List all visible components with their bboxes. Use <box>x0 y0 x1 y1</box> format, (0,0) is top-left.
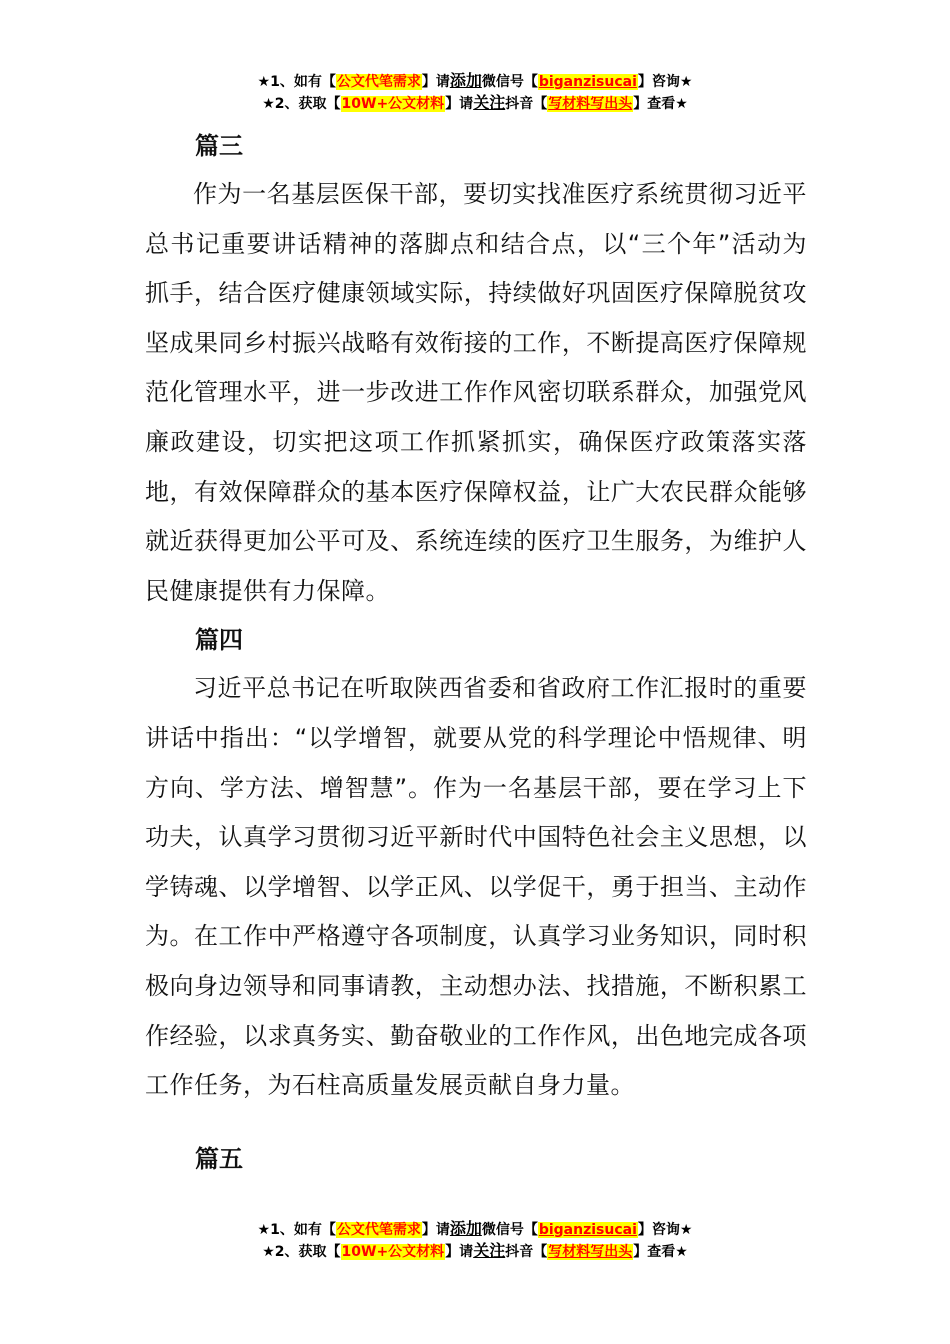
banner-text: 抖音【 <box>505 1244 548 1260</box>
banner-text: 】请 <box>445 1244 474 1260</box>
document-body <box>145 122 807 1183</box>
section-heading: 篇五 <box>195 1144 243 1173</box>
banner-text: ★1、如有【 <box>257 74 336 90</box>
highlight-wechat-id: biganzisucai <box>538 1222 637 1238</box>
banner-line-1 <box>0 70 950 92</box>
banner-line-1 <box>0 1218 950 1240</box>
highlight-materials: 10W+公文材料 <box>341 1244 445 1260</box>
section-heading: 篇三 <box>195 132 243 160</box>
banner-line-2 <box>0 92 950 114</box>
highlight-service: 公文代笔需求 <box>336 74 421 90</box>
highlight-materials: 10W+公文材料 <box>341 96 445 112</box>
banner-text: 】请 <box>421 1222 450 1238</box>
banner-emphasis: 添加 <box>449 71 482 90</box>
banner-text: 微信号【 <box>481 74 538 90</box>
banner-text: 】请 <box>445 96 474 112</box>
banner-text: 】查看★ <box>633 1244 688 1260</box>
banner-text: ★2、获取【 <box>262 1244 341 1260</box>
banner-emphasis: 关注 <box>473 1241 506 1260</box>
banner-line-2 <box>0 1240 950 1262</box>
highlight-douyin-account: 写材料写出头 <box>548 96 633 112</box>
header-banner-bottom <box>0 1218 950 1262</box>
highlight-service: 公文代笔需求 <box>336 1222 421 1238</box>
banner-text: 】查看★ <box>633 96 688 112</box>
section-heading: 篇四 <box>195 626 243 655</box>
banner-emphasis: 添加 <box>449 1219 482 1238</box>
header-banner-top <box>0 70 950 114</box>
section-paragraph: 作为一名基层医保干部，要切实找准医疗系统贯彻习近平总书记重要讲话精神的落脚点和结合点，以“三个年”活动为抓手，结合医疗健康领域实际，持续做好巩固医疗保障脱贫攻坚成果同乡村振兴战略有效衔接的工作，不断提高医疗保障规范化管理水平，进一步改进工作作风密切联系群众，加强党风廉政建设，切实把这项工作抓紧抓实，确保医疗政策落实落地，有效保障群众的基本医疗保障权益，让广大农民群众能够就近获得更加公平可及、系统连续的医疗卫生服务，为维护人民健康提供有力保障。 <box>145 180 807 605</box>
highlight-douyin-account: 写材料写出头 <box>548 1244 633 1260</box>
banner-emphasis: 关注 <box>473 93 506 112</box>
banner-text: 】咨询★ <box>637 74 693 90</box>
section-paragraph: 习近平总书记在听取陕西省委和省政府工作汇报时的重要讲话中指出：“以学增智，就要从党的科学理论中悟规律、明方向、学方法、增智慧”。作为一名基层干部，要在学习上下功夫，认真学习贯彻习近平新时代中国特色社会主义思想，以学铸魂、以学增智、以学正风、以学促干，勇于担当、主动作为。在工作中严格遵守各项制度，认真学习业务知识，同时积极向身边领导和同事请教，主动想办法、找措施，不断积累工作经验，以求真务实、勤奋敬业的工作作风，出色地完成各项工作任务，为石柱高质量发展贡献自身力量。 <box>145 674 807 1100</box>
banner-text: 微信号【 <box>481 1222 538 1238</box>
banner-text: ★1、如有【 <box>257 1222 336 1238</box>
banner-text: 】咨询★ <box>637 1222 693 1238</box>
highlight-wechat-id: biganzisucai <box>538 74 637 90</box>
banner-text: 】请 <box>421 74 450 90</box>
banner-text: 抖音【 <box>505 96 548 112</box>
banner-text: ★2、获取【 <box>262 96 341 112</box>
